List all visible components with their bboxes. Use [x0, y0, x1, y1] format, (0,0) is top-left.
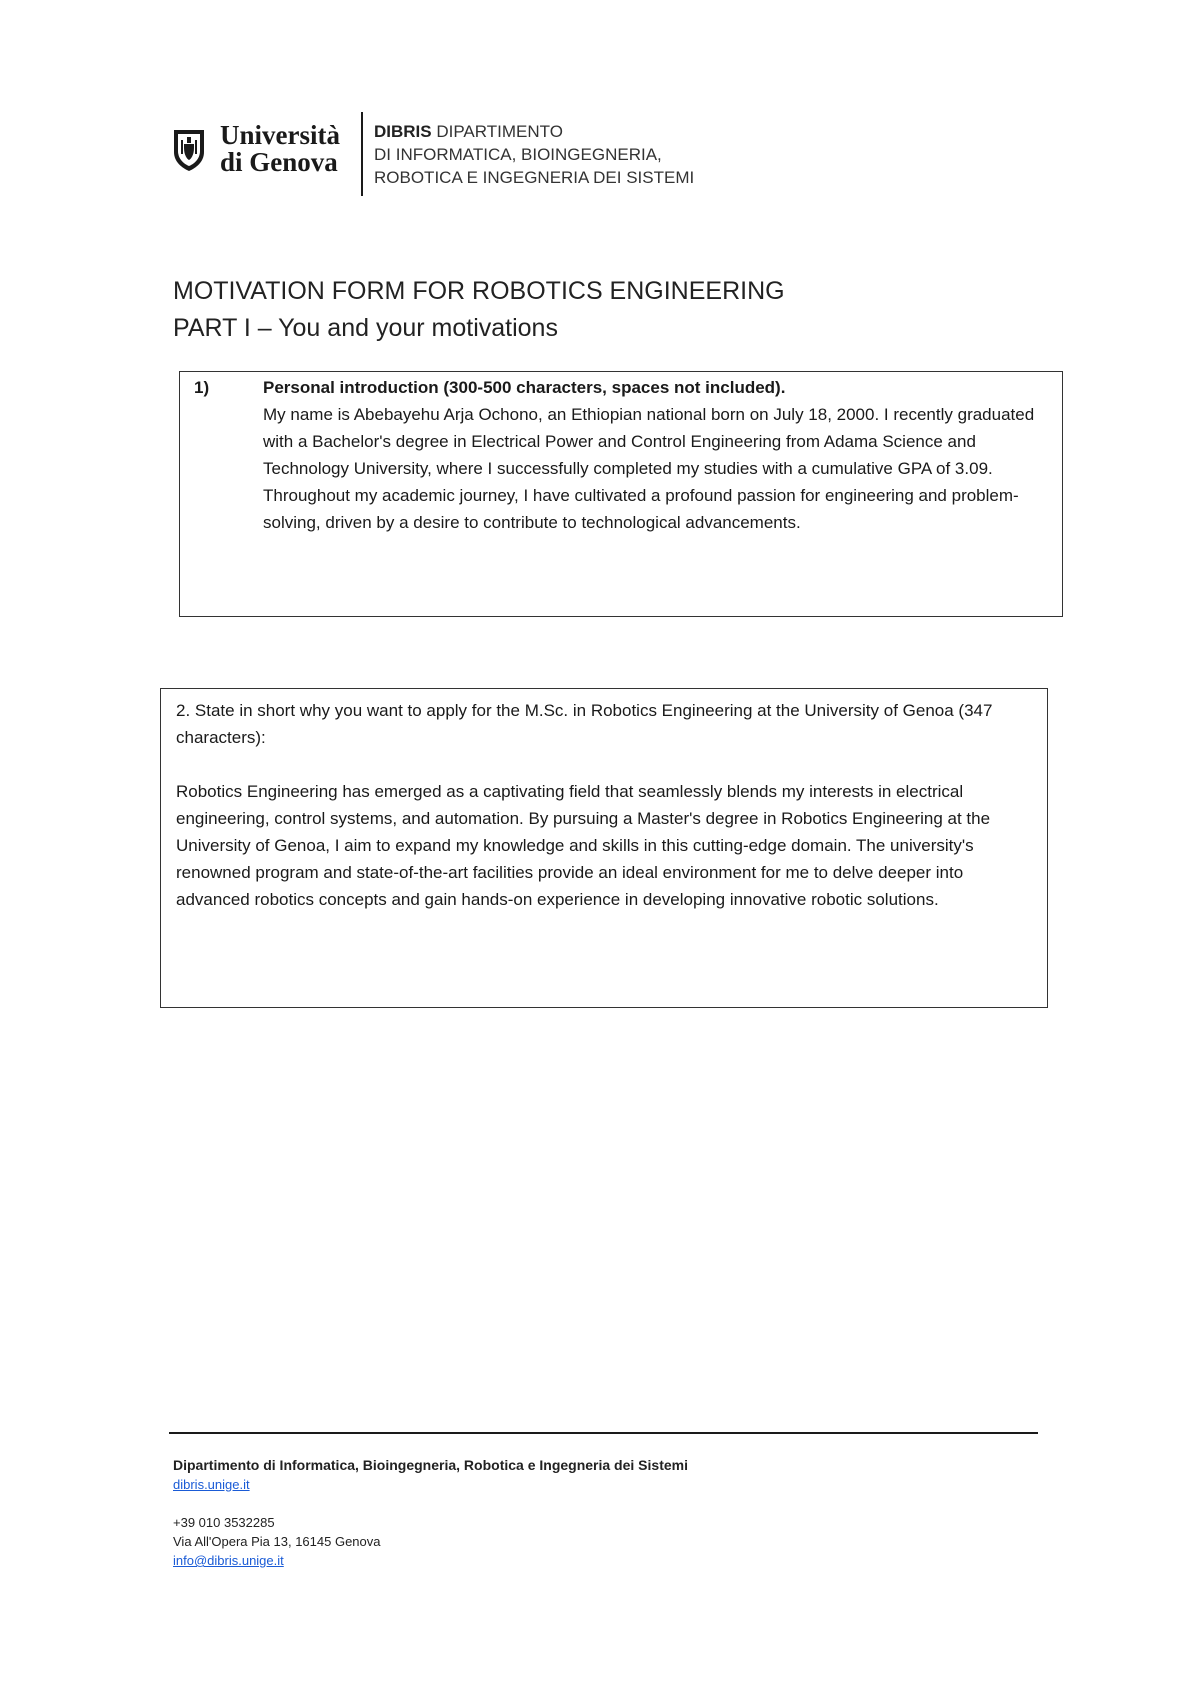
university-name [220, 122, 340, 176]
website-link[interactable]: dibris.unige.it [173, 1477, 250, 1492]
section2-answer: Robotics Engineering has emerged as a captivating field that seamlessly blends my interests in electrical engineering, control systems, and automation. By pursuing a Master's degree in Robotics Engineering at the University of Genoa, I aim to expand my knowledge and skills in this cutting-edge domain. The university's renowned program and state-of-the-art facilities provide an ideal environment for me to delve deeper into advanced robotics concepts and gain hands-on experience in developing innovative robotic solutions. [176, 782, 991, 909]
footer-divider [169, 1432, 1038, 1434]
section1-number: 1) [194, 378, 210, 397]
university-name-line2: di Genova [220, 147, 338, 177]
section1-question: Personal introduction (300-500 characters, spaces not included). [263, 378, 786, 397]
department-word: DIPARTIMENTO [436, 122, 563, 141]
footer [173, 1456, 773, 1570]
footer-phone: +39 010 3532285 [173, 1515, 275, 1530]
university-shield-logo [172, 128, 206, 172]
letterhead [172, 112, 732, 200]
personal-introduction-box [179, 371, 1063, 617]
form-subtitle: PART I – You and your motivations [173, 314, 558, 342]
department-line3: ROBOTICA E INGEGNERIA DEI SISTEMI [374, 168, 695, 187]
department-line2: DI INFORMATICA, BIOINGEGNERIA, [374, 145, 662, 164]
university-name-line1: Università [220, 120, 340, 150]
section2-question: 2. State in short why you want to apply for the M.Sc. in Robotics Engineering at the University of Genoa (347 characters): [176, 701, 993, 747]
section1-answer: My name is Abebayehu Arja Ochono, an Ethiopian national born on July 18, 2000. I recently graduated with a Bachelor's degree in Electrical Power and Control Engineering from Adama Science and Technology University, where I successfully completed my studies with a cumulative GPA of 3.09. Throughout my academic journey, I have cultivated a profound passion for engineering and problem-solving, driven by a desire to contribute to technological advancements. [263, 405, 1035, 532]
motivation-box [160, 688, 1048, 1008]
department-acronym: DIBRIS [374, 122, 432, 141]
email-link[interactable]: info@dibris.unige.it [173, 1553, 284, 1568]
footer-address: Via All'Opera Pia 13, 16145 Genova [173, 1534, 381, 1549]
form-title: MOTIVATION FORM FOR ROBOTICS ENGINEERING [173, 277, 785, 305]
header-divider [361, 112, 363, 196]
footer-organization: Dipartimento di Informatica, Bioingegneria, Robotica e Ingegneria dei Sistemi [173, 1457, 688, 1473]
department-name [374, 120, 694, 189]
